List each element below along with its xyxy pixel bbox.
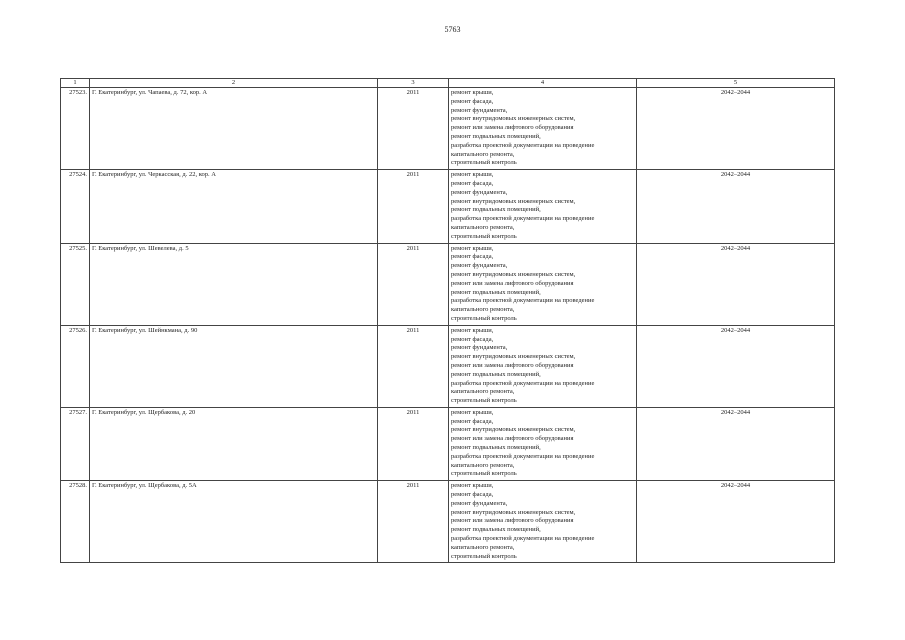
year-cell: 2011 bbox=[378, 243, 449, 325]
period-cell: 2042–2044 bbox=[637, 243, 835, 325]
work-item: разработка проектной документации на проведение bbox=[451, 297, 595, 305]
year-cell: 2011 bbox=[378, 88, 449, 170]
work-item: разработка проектной документации на проведение bbox=[451, 215, 595, 223]
row-number-cell: 27525. bbox=[61, 243, 90, 325]
work-item: строительный контроль bbox=[451, 314, 517, 322]
column-header: 2 bbox=[90, 79, 378, 88]
work-item: ремонт фасада, bbox=[451, 97, 494, 105]
works-cell bbox=[449, 481, 637, 563]
repair-schedule-table bbox=[60, 78, 835, 563]
work-item: разработка проектной документации на проведение bbox=[451, 141, 595, 149]
row-number-cell: 27526. bbox=[61, 325, 90, 407]
page-number: 5763 bbox=[444, 25, 461, 34]
work-item: ремонт крыши, bbox=[451, 326, 494, 334]
work-item: ремонт подвальных помещений, bbox=[451, 444, 541, 452]
work-item: ремонт фундамента, bbox=[451, 344, 508, 352]
period-cell: 2042–2044 bbox=[637, 88, 835, 170]
column-header: 1 bbox=[61, 79, 90, 88]
address-cell: Г. Екатеринбург, ул. Щербакова, д. 5А bbox=[90, 481, 378, 563]
table-row bbox=[61, 481, 835, 563]
work-item: ремонт крыши, bbox=[451, 244, 494, 252]
row-number-cell: 27524. bbox=[61, 170, 90, 243]
address-cell: Г. Екатеринбург, ул. Чапаева, д. 72, кор. А bbox=[90, 88, 378, 170]
work-item: разработка проектной документации на проведение bbox=[451, 379, 595, 387]
address-cell: Г. Екатеринбург, ул. Шейнкмана, д. 90 bbox=[90, 325, 378, 407]
table-row bbox=[61, 325, 835, 407]
work-item: разработка проектной документации на проведение bbox=[451, 535, 595, 543]
work-item: разработка проектной документации на проведение bbox=[451, 452, 595, 460]
year-cell: 2011 bbox=[378, 407, 449, 480]
header-row bbox=[61, 79, 835, 88]
work-item: ремонт подвальных помещений, bbox=[451, 370, 541, 378]
work-item: строительный контроль bbox=[451, 470, 517, 478]
work-item: ремонт подвальных помещений, bbox=[451, 526, 541, 534]
work-item: строительный контроль bbox=[451, 397, 517, 405]
work-item: капитального ремонта, bbox=[451, 306, 515, 314]
address-cell: Г. Екатеринбург, ул. Черкасская, д. 22, кор. А bbox=[90, 170, 378, 243]
work-item: ремонт крыши, bbox=[451, 482, 494, 490]
table-row bbox=[61, 407, 835, 480]
work-item: ремонт внутридомовых инженерных систем, bbox=[451, 197, 576, 205]
row-number-cell: 27527. bbox=[61, 407, 90, 480]
work-item: ремонт фундамента, bbox=[451, 106, 508, 114]
works-cell bbox=[449, 407, 637, 480]
table-row bbox=[61, 243, 835, 325]
year-cell: 2011 bbox=[378, 481, 449, 563]
work-item: ремонт или замена лифтового оборудования bbox=[451, 361, 574, 369]
row-number-cell: 27528. bbox=[61, 481, 90, 563]
table-row bbox=[61, 88, 835, 170]
works-cell bbox=[449, 243, 637, 325]
works-cell bbox=[449, 170, 637, 243]
work-item: капитального ремонта, bbox=[451, 388, 515, 396]
year-cell: 2011 bbox=[378, 325, 449, 407]
period-cell: 2042–2044 bbox=[637, 170, 835, 243]
row-number-cell: 27523. bbox=[61, 88, 90, 170]
work-item: ремонт или замена лифтового оборудования bbox=[451, 124, 574, 132]
work-item: строительный контроль bbox=[451, 552, 517, 560]
work-item: ремонт фундамента, bbox=[451, 188, 508, 196]
work-item: капитального ремонта, bbox=[451, 150, 515, 158]
work-item: ремонт фасада, bbox=[451, 253, 494, 261]
work-item: ремонт фундамента, bbox=[451, 499, 508, 507]
address-cell: Г. Екатеринбург, ул. Шевелева, д. 5 bbox=[90, 243, 378, 325]
period-cell: 2042–2044 bbox=[637, 325, 835, 407]
work-item: строительный контроль bbox=[451, 232, 517, 240]
work-item: ремонт внутридомовых инженерных систем, bbox=[451, 426, 576, 434]
work-item: ремонт внутридомовых инженерных систем, bbox=[451, 270, 576, 278]
work-item: ремонт фасада, bbox=[451, 491, 494, 499]
work-item: капитального ремонта, bbox=[451, 223, 515, 231]
work-item: ремонт внутридомовых инженерных систем, bbox=[451, 115, 576, 123]
work-item: ремонт или замена лифтового оборудования bbox=[451, 435, 574, 443]
work-item: капитального ремонта, bbox=[451, 543, 515, 551]
work-item: строительный контроль bbox=[451, 159, 517, 167]
work-item: ремонт подвальных помещений, bbox=[451, 206, 541, 214]
work-item: ремонт фасада, bbox=[451, 179, 494, 187]
work-item: ремонт или замена лифтового оборудования bbox=[451, 279, 574, 287]
table-body bbox=[61, 88, 835, 563]
period-cell: 2042–2044 bbox=[637, 407, 835, 480]
work-item: ремонт крыши, bbox=[451, 408, 494, 416]
work-item: ремонт подвальных помещений, bbox=[451, 132, 541, 140]
work-item: ремонт крыши, bbox=[451, 171, 494, 179]
work-item: ремонт фасада, bbox=[451, 417, 494, 425]
work-item: ремонт фундамента, bbox=[451, 262, 508, 270]
work-item: ремонт крыши, bbox=[451, 89, 494, 96]
column-header: 5 bbox=[637, 79, 835, 88]
work-item: ремонт подвальных помещений, bbox=[451, 288, 541, 296]
works-cell bbox=[449, 325, 637, 407]
work-item: ремонт фасада, bbox=[451, 335, 494, 343]
works-cell bbox=[449, 88, 637, 170]
table-row bbox=[61, 170, 835, 243]
work-item: капитального ремонта, bbox=[451, 461, 515, 469]
period-cell: 2042–2044 bbox=[637, 481, 835, 563]
column-header: 4 bbox=[449, 79, 637, 88]
address-cell: Г. Екатеринбург, ул. Щербакова, д. 20 bbox=[90, 407, 378, 480]
work-item: ремонт внутридомовых инженерных систем, bbox=[451, 353, 576, 361]
column-header: 3 bbox=[378, 79, 449, 88]
year-cell: 2011 bbox=[378, 170, 449, 243]
work-item: ремонт или замена лифтового оборудования bbox=[451, 517, 574, 525]
work-item: ремонт внутридомовых инженерных систем, bbox=[451, 508, 576, 516]
